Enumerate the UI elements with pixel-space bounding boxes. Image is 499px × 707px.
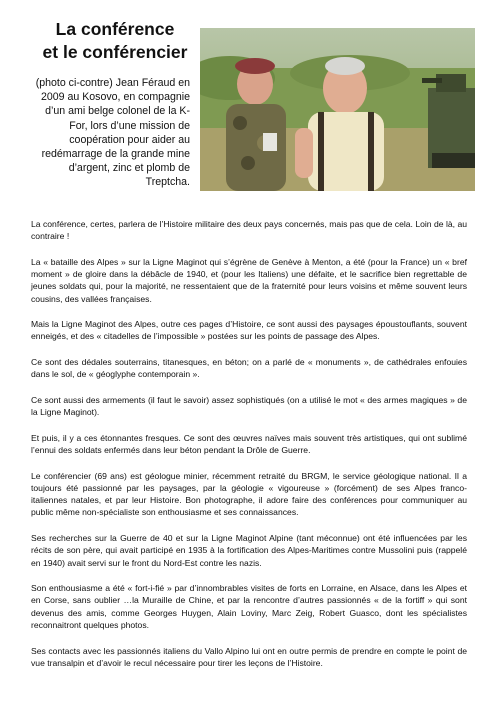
paragraph: La conférence, certes, parlera de l’Histoire militaire des deux pays concernés, mais pas que de cela. Loin de là, au contraire ! [31,219,467,242]
photo-illustration [200,28,475,191]
photo-caption: (photo ci-contre) Jean Féraud en 2009 au Kosovo, en compagnie d’un ami belge colonel de la K-For, lors d’une mission de coopération pour aider au redémarrage de la grande mine d’argent, zinc et plomb de Treptcha. [35,77,190,189]
paragraph: Le conférencier (69 ans) est géologue minier, récemment retraité du BRGM, le service géologique national. Il a toujours été passionné par les paysages, par la géologie « vigoureuse » (forcément) de ses Alpes franco-italiennes natales, et par leur Histoire. Bon photographe, il adore faire des conférences pour communiquer au public même non-spécialiste son enthousiasme et ses connaissances. [31,470,467,518]
page-title-line-1: La conférence [55,19,175,39]
paragraph: Ses contacts avec les passionnés italiens du Vallo Alpino lui ont en outre permis de prendre en compte le point de vue transalpin et d’avoir le recul nécessaire pour tirer les leçons de l’Histoire. [31,645,467,668]
paragraph: Ce sont aussi des armements (il faut le savoir) assez sophistiqués (on a utilisé le mot « des armes magiques » de la Ligne Maginot). [31,395,467,418]
page-title [40,18,190,64]
paragraph: Ses recherches sur la Guerre de 40 et sur la Ligne Maginot Alpine (tant méconnue) ont été influencées par les récits de son père, qui avait participé en 1935 à la fortification des Alpes-Maritimes contre Mussolini puis (rappelé en 1940) avait servi sur le front du Nord-Est contre les nazis. [31,533,467,568]
page-title-line-2: et le conférencier [42,42,188,62]
paragraph: La « bataille des Alpes » sur la Ligne Maginot qui s’égrène de Genève à Menton, a été (pour la France) un « bref moment » de gloire dans la débâcle de 1940, et (pour les Italiens) une défaite, et le sacrifice bien regrettable de jeunes soldats qui, pour la majorité, ne ressentaient que de la fraternité pour leurs voisins et même souvent leurs cousins, des vallées françaises. [31,256,467,304]
article-body [31,218,467,682]
paragraph: Son enthousiasme a été « fort-i-fié » par d’innombrables visites de forts en Lorraine, en Alsace, dans les Alpes et en Corse, sans oublier …la Muraille de Chine, et par la rencontre d’autres passionnés « de la fortiff » qui sont devenus des amis, comme Georges Huygen, Alain Loviny, Marc Zeig, Robert Guasco, dont les spécialistes reconnaitront quelques photos. [31,583,467,630]
paragraph: Et puis, il y a ces étonnantes fresques. Ce sont des œuvres naïves mais souvent très artistiques, qui ont sublimé l’ennui des soldats enfermés dans leur béton pendant la Drôle de Guerre. [31,432,467,456]
paragraph: Mais la Ligne Maginot des Alpes, outre ces pages d’Histoire, ce sont aussi des paysages époustouflants, souvent enneigés, et des « citadelles de l’impossible » postées sur les points de passage des Alpes. [31,319,467,342]
paragraph: Ce sont des dédales souterrains, titanesques, en béton; on a parlé de « monuments », de cathédrales enfouies dans le sol, de « géoglyphe contemporain ». [31,357,467,380]
photo [200,28,475,191]
